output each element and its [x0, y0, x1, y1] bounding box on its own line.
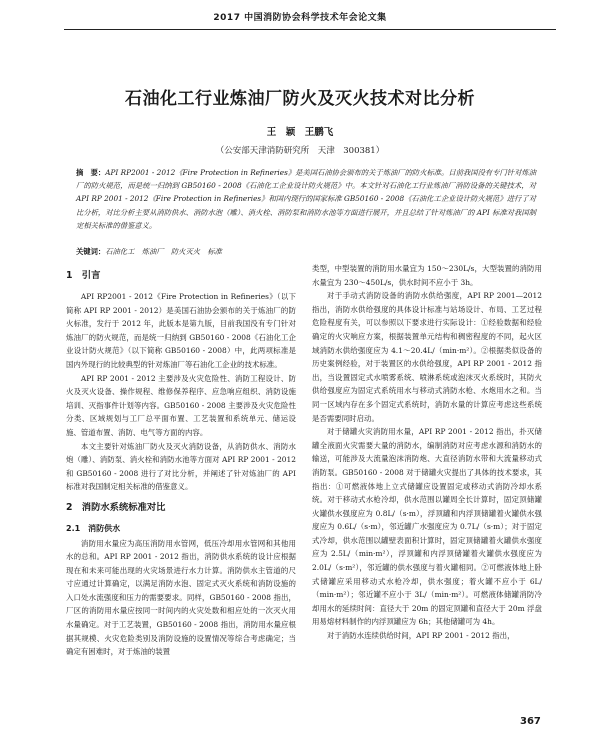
affiliation: （公安部天津消防研究所 天津 300381）	[215, 146, 385, 156]
subsection-heading: 2.1 消防供水	[66, 523, 121, 533]
paragraph: 本文主要针对炼油厂防火及灭火消防设备，从消防供水、消防水炮（雕）、消防泵、消火栓和消防水池等方面对 API RP 2001 - 2012 和 GB50160 - 2008 进行了对比分析，并阐述了针对炼油厂的 API 标准对我国制定相关标准的借鉴意义。	[66, 441, 296, 492]
abstract-label: 摘 要：	[76, 168, 106, 177]
abstract	[76, 166, 536, 232]
header-rule	[64, 29, 556, 30]
paragraph: 对于手动式消防设备的消防水供给强度，API RP 2001—2012 指出，消防水供给强度的具体设计标准与站场设计、布局、工艺过程危险程度有关，可以参照以下要求进行实际设计：①经验数据和经验确定的火灾响应方案，根据装置单元结构和稠密程度的不同，起火区域消防水供给强度应为 4.1～20.4L/（min·m²）。②根据类似设备的历史案例经验，对于装置区的水供给强度，API RP 2001 - 2012 指出，当设置固定式水喷雾系统、喷淋系统或泡沫灭火系统时，其防火供给强度应为固定式系统用水与移动式消防水枪、水炮用水之和。当同一区域内存在多个固定式系统时，消防水量的计算应考虑这些系统是否需要同时启动。	[312, 291, 542, 423]
authors: 王 颖 王鹏飞	[266, 127, 334, 138]
paragraph: API RP 2001 - 2012 主要涉及火灾危险性、消防工程设计、防火及灭火设备、操作规程、维修保养程序、应急响应组织、消防设施培训、灭指事件计划等内容。GB50160 - 2008 主要涉及火灾危险性分类、区域规划与工厂总平面布置、工艺装置和系统单元、储运设施、管道布置、消防、电气等方面的内容。	[66, 373, 296, 437]
paragraph: 对于消防水连续供给时间，API RP 2001 - 2012 指出，	[326, 631, 515, 641]
page-number: 367	[520, 716, 541, 727]
paragraph: 对于储罐火灾消防用水量，API RP 2001 - 2012 指出，扑灭储罐全液面火灾需要大量的消防水，编制消防对应考虑水源和消防水的输送，可能涉及大流量泡沫消防炮、大直径消防水带和大流量移动式消防泵。GB50160 - 2008 对于储罐火灾提出了具体的技术要求，其指出：①可燃液体地上立式储罐应设置固定或移动式消防冷却水系统。对于移动式水枪冷却，供水范围以罐周全长计算时，固定顶储罐火罐供水强度应为 0.8L/（s·m），浮顶罐和内浮顶储罐着火罐供水强度应为 0.6L/（s·m），邻近罐广水强度应为 0.7L/（s·m）；对于固定式冷却，供水范围以罐壁表面积计算时，固定顶储罐着火罐供水强度应为 2.5L/（min·m²），浮顶罐和内浮顶储罐着火罐供水强度应为 2.0L/（s·m²），邻近罐的供水强度与着火罐相同。②可燃液体地上卧式储罐应采用移动式水枪冷却，供水强度；着火罐不应小于 6L/（min·m²）；邻近罐不应小于 3L/（min·m²）。可燃液体储罐消防冷却用水的延续时间：直径大于 20m 的固定顶罐和直径大于 20m 浮盘用易熔材料制作的内浮顶罐应为 6h；其他储罐可为 4h。	[312, 427, 542, 627]
keywords	[76, 246, 536, 258]
paper-title: 石油化工行业炼油厂防火及灭火技术对比分析	[125, 89, 475, 109]
paragraph: 类型，中型装置的消防用水量宜为 150～230L/s，大型装置的消防用水量宜为 230～450L/s，供水时间不应小于 3h。	[312, 264, 542, 287]
left-column	[66, 262, 296, 659]
keywords-text: 石油化工 炼油厂 防火灭火 标准	[105, 247, 222, 256]
abstract-text: API RP2001 - 2012《Fire Protection in Refineries》是美国石油协会颁布的关于炼油厂的防火标准。目前我国没有专门针对炼油厂的防火规范，而是统一归纳到 GB50160 - 2008《石油化工企业设计防火规范》中。本文针对石油化工行业炼油厂消防设备的关键技术，对 API RP 2001 - 2012《Fire Protection in Refineries》和国内现行的国家标准 GB50160 - 2008《石油化工企业设计防火规范》进行了对比分析，对比分析主要从消防供水、消防水泡（雕）、消火栓、消防泵和消防水池等方面进行展开，并且总结了针对炼油厂的 API 标准对我国制定相关标准的借鉴意义。	[76, 168, 536, 230]
paragraph: 消防用水量应为高压消防用水管网，低压冷却用水管网和其他用水的总和。API RP 2001 - 2012 指出，消防供水系统的设计应根据现在和未来可能出现的火灾场景进行水力计算。消防供水主管道的尺寸应通过计算确定，以满足消防水泡、固定式灭火系统和消防设施的入口处水流强度和压力的需要要求。同样，GB50160 - 2008 指出，厂区的消防用水量应按同一时间内的火灾处数和相应处的一次灭火用水量确定。对于工艺装置，GB50160 - 2008 指出，消防用水量应根据其规模、火灾危险类别及消防设施的设置情况等综合考虑确定；当确定有困难时，对于炼油的装置	[66, 538, 296, 657]
section-heading: 1 引言	[66, 270, 101, 281]
right-column	[312, 262, 542, 643]
keywords-label: 关键词：	[76, 247, 106, 256]
running-head: 2017 中国消防协会科学技术年会论文集	[213, 13, 387, 23]
section-heading: 2 消防水系统标准对比	[66, 501, 166, 513]
paragraph: API RP2001 - 2012《Fire Protection in Refineries》（以下简称 API RP 2001 - 2012）是美国石油协会颁布的关于炼油厂的防火标准，发行于 2012 年，此版本是第九版，目前我国没有专门针对炼油厂的防火规范，而是统一归纳到 GB50160 - 2008《石油化工企业设计防火规范》（以下简称 GB50160 - 2008）中，此两项标准是国内外现行的比较典型的针对炼油厂等石油化工企业的技术标准。	[66, 292, 296, 369]
